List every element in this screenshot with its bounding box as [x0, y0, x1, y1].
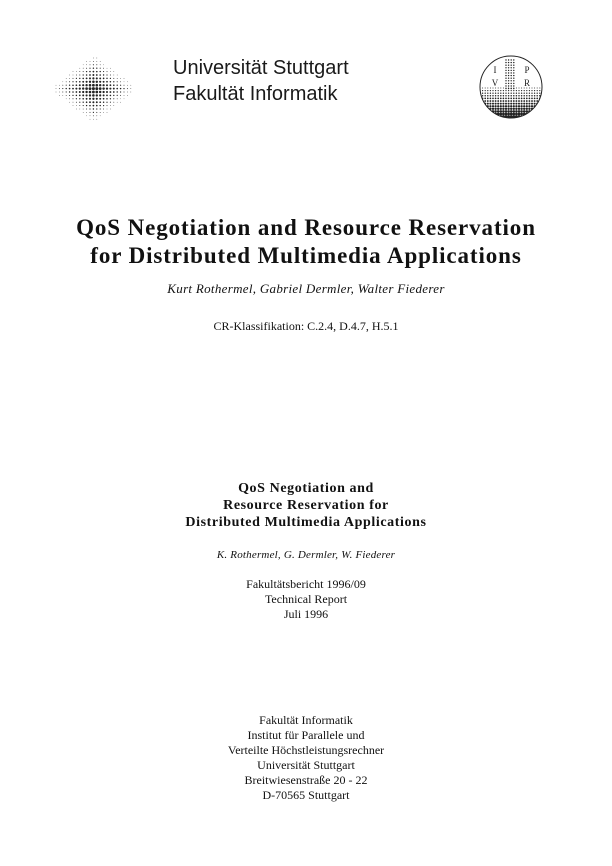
university-name: Universität Stuttgart	[173, 57, 349, 79]
ipvr-letter-i: I	[493, 65, 497, 75]
cover-authors: Kurt Rothermel, Gabriel Dermler, Walter Fiederer	[167, 281, 445, 296]
university-dot-logo-graphic	[54, 56, 134, 122]
cover-title-line-1: QoS Negotiation and Resource Reservation	[76, 215, 536, 240]
report-title-line-1: QoS Negotiation and	[238, 481, 374, 496]
report-type: Technical Report	[264, 592, 348, 606]
report-number: Fakultätsbericht 1996/09	[246, 577, 366, 591]
address-line-institute-2: Verteilte Höchstleistungsrechner	[227, 743, 385, 757]
report-title-line-3: Distributed Multimedia Applications	[185, 515, 427, 530]
ipvr-letter-v: V	[491, 78, 499, 88]
ipvr-letter-r: R	[523, 78, 531, 88]
ipvr-logo	[478, 54, 544, 120]
faculty-name: Fakultät Informatik	[173, 83, 338, 105]
address-line-street: Breitwiesenstraße 20 - 22	[244, 773, 368, 787]
address-line-university: Universität Stuttgart	[257, 758, 355, 772]
report-date: Juli 1996	[283, 607, 329, 621]
address-line-city: D-70565 Stuttgart	[262, 788, 350, 802]
address-line-faculty: Fakultät Informatik	[259, 713, 353, 727]
ipvr-letter-p: P	[524, 65, 530, 75]
address-line-institute: Institut für Parallele und	[247, 728, 365, 742]
university-logo	[54, 56, 134, 122]
report-title-line-2: Resource Reservation for	[223, 498, 389, 513]
cr-classification: CR-Klassifikation: C.2.4, D.4.7, H.5.1	[213, 319, 399, 333]
ipvr-logo-graphic	[478, 54, 544, 120]
cover-title-line-2: for Distributed Multimedia Applications	[90, 243, 522, 268]
report-authors: K. Rothermel, G. Dermler, W. Fiederer	[216, 549, 396, 561]
